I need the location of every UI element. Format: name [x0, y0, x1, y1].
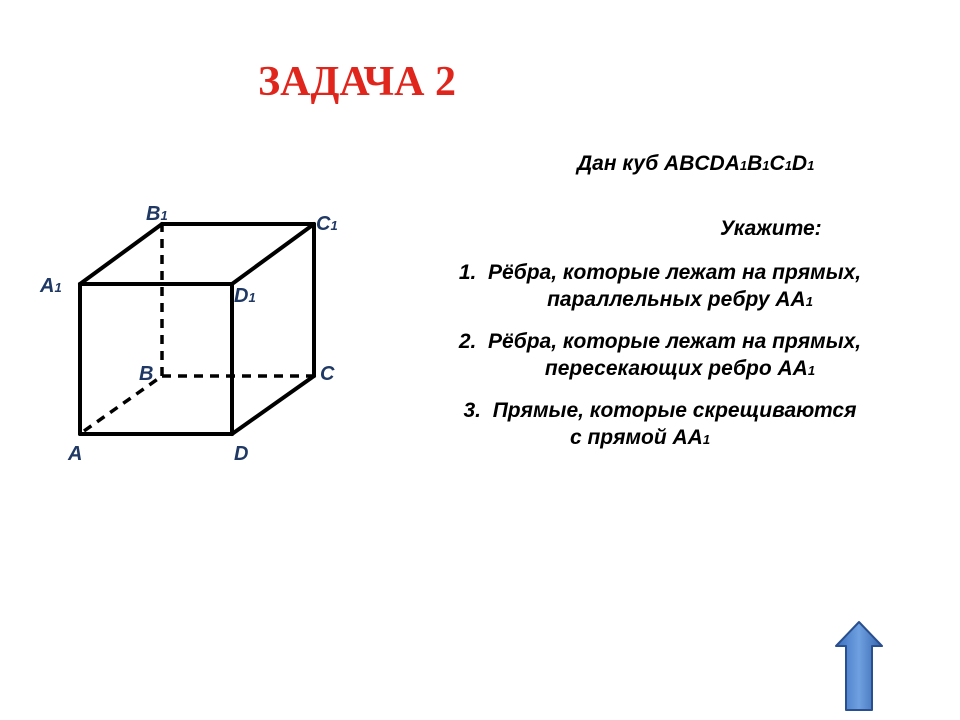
task-item-1: 1. Рёбра, которые лежат на прямых, параллельных ребру AA1 — [458, 261, 862, 311]
page-title: ЗАДАЧА 2 — [258, 59, 457, 105]
vertex-label-a1: A1 — [40, 275, 62, 297]
task-item-2: 2. Рёбра, которые лежат на прямых, пересекающих ребро AA1 — [458, 330, 862, 380]
vertex-label-d: D — [234, 443, 249, 465]
edge-a1-b1 — [80, 224, 162, 284]
edge-d-c — [232, 376, 314, 434]
vertex-label-b1: B1 — [146, 203, 168, 225]
vertex-label-c: C — [320, 363, 335, 385]
given-cube-text: Дан куб ABCDA1B1C1D1 — [577, 152, 815, 175]
vertex-label-b: B — [139, 363, 154, 385]
edge-d1-c1 — [232, 224, 314, 284]
instruction-label: Укажите: — [720, 217, 822, 240]
task-item-3: 3. Прямые, которые скрещиваются с прямой AA1 — [463, 399, 857, 449]
up-navigation-button[interactable] — [834, 620, 884, 712]
vertex-label-a: A — [68, 443, 83, 465]
vertex-label-d1: D1 — [234, 285, 256, 307]
up-arrow-icon — [834, 620, 884, 712]
vertex-label-c1: C1 — [316, 213, 338, 235]
